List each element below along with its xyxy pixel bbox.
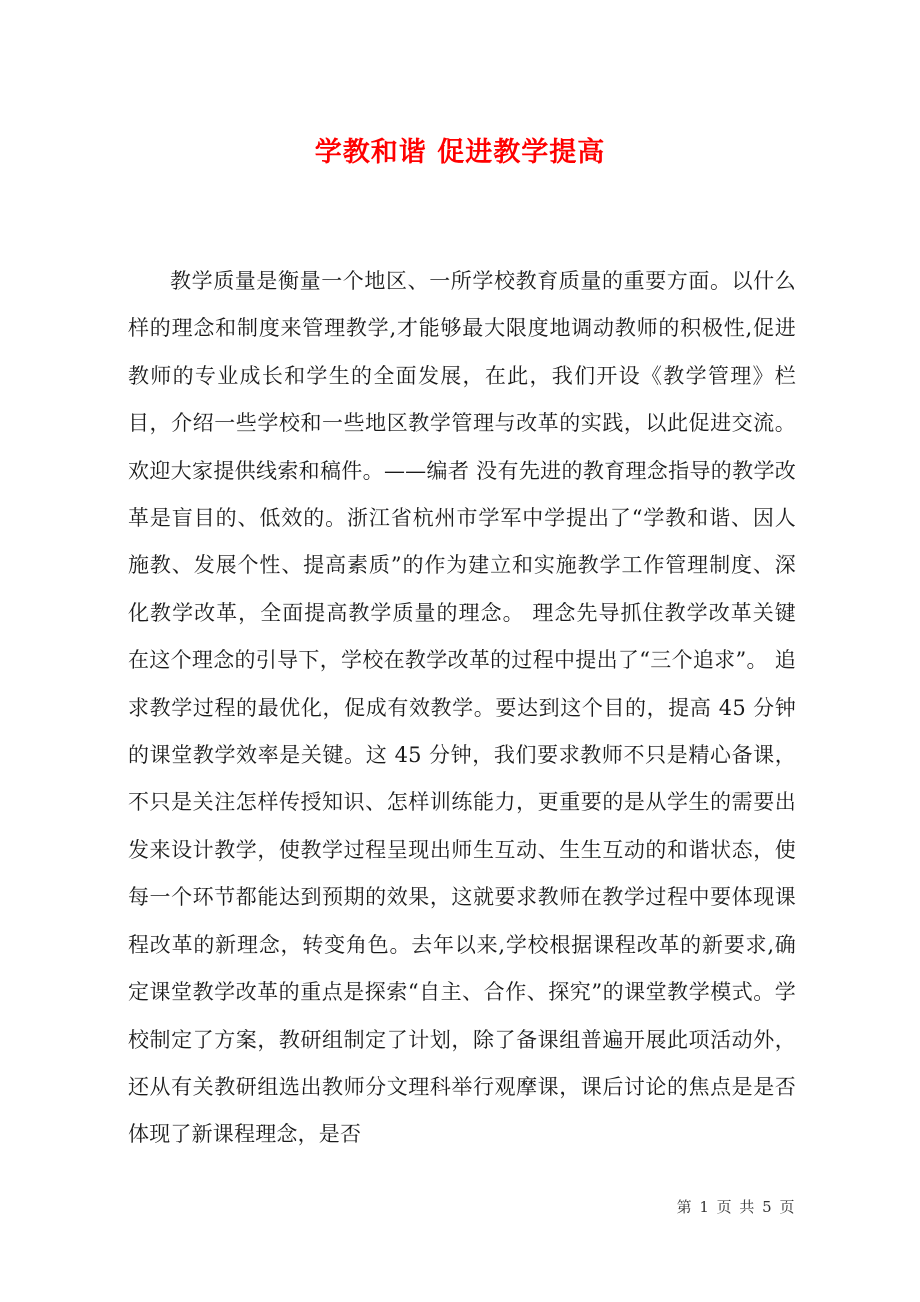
body-paragraph: 教学质量是衡量一个地区、一所学校教育质量的重要方面。以什么样的理念和制度来管理教学,才能够最大限度地调动教师的积极性,促进教师的专业成长和学生的全面发展，在此，我们开设《教学管理》栏目，介绍一些学校和一些地区教学管理与改革的实践，以此促进交流。欢迎大家提供线索和稿件。——编者 没有先进的教育理念指导的教学改革是盲目的、低效的。浙江省杭州市学军中学提出了“学教和谐、因人施教、发展个性、提高素质”的作为建立和实施教学工作管理制度、深化教学改革，全面提高教学质量的理念。 理念先导抓住教学改革关键 在这个理念的引导下，学校在教学改革的过程中提出了“三个追求”。 追求教学过程的最优化，促成有效教学。要达到这个目的，提高 45 分钟的课堂教学效率是关键。这 45 分钟，我们要求教师不只是精心备课，不只是关注怎样传授知识、怎样训练能力，更重要的是从学生的需要出发来设计教学，使教学过程呈现出师生互动、生生互动的和谐状态，使每一个环节都能达到预期的效果，这就要求教师在教学过程中要体现课程改革的新理念，转变角色。去年以来,学校根据课程改革的新要求,确定课堂教学改革的重点是探索“自主、合作、探究”的课堂教学模式。学校制定了方案，教研组制定了计划，除了备课组普遍开展此项活动外，还从有关教研组选出教师分文理科举行观摩课，课后讨论的焦点是是否体现了新课程理念，是否 <box>128 269 796 1147</box>
page-number-footer: 第 1 页 共 5 页 <box>676 1198 796 1216</box>
page-title: 学教和谐 促进教学提高 <box>314 137 606 169</box>
document-body <box>128 258 796 1159</box>
